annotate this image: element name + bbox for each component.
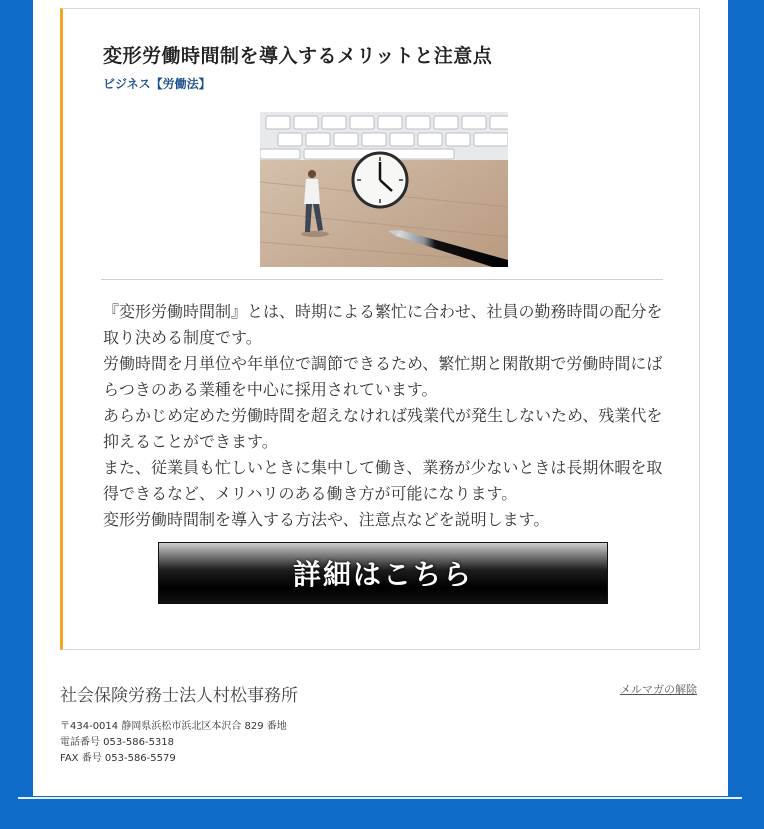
article-body [103,299,668,533]
frame-right-border [728,0,764,796]
fax-line: FAX 番号 053-586-5579 [60,753,176,764]
details-button[interactable]: 詳細はこちら [158,542,608,604]
article-paragraph: 労働時間を月単位や年単位で調節できるため、繁忙期と閑散期で労働時間にばらつきのある業種を中心に採用されています。 [103,354,663,399]
content-divider [101,279,663,280]
unsubscribe-link[interactable]: メルマガの解除 [620,683,697,696]
article-card [60,8,700,650]
article-paragraph: あらかじめ定めた労働時間を超えなければ残業代が発生しないため、残業代を抑えることができます。 [103,406,663,451]
frame-bottom-border [0,796,764,829]
article-category: ビジネス【労働法】 [103,77,211,91]
article-paragraph: 変形労働時間制を導入する方法や、注意点などを説明します。 [103,510,550,529]
organization-name: 社会保険労務士法人村松事務所 [60,686,298,706]
article-paragraph: また、従業員も忙しいときに集中して働き、業務が少ないときは長期休暇を取得できるなど、メリハリのある働き方が可能になります。 [103,458,663,503]
address-line: 〒434-0014 静岡県浜松市浜北区本沢合 829 番地 [60,721,287,732]
article-image [260,112,508,267]
article-image-illustration [260,112,508,267]
phone-line: 電話番号 053-586-5318 [60,737,175,748]
frame-left-border [0,0,33,796]
frame-bottom-line [18,797,742,799]
article-paragraph: 『変形労働時間制』とは、時期による繁忙に合わせ、社員の勤務時間の配分を取り決める制度です。 [103,302,663,347]
article-title: 変形労働時間制を導入するメリットと注意点 [103,45,493,67]
contact-info [60,719,287,767]
